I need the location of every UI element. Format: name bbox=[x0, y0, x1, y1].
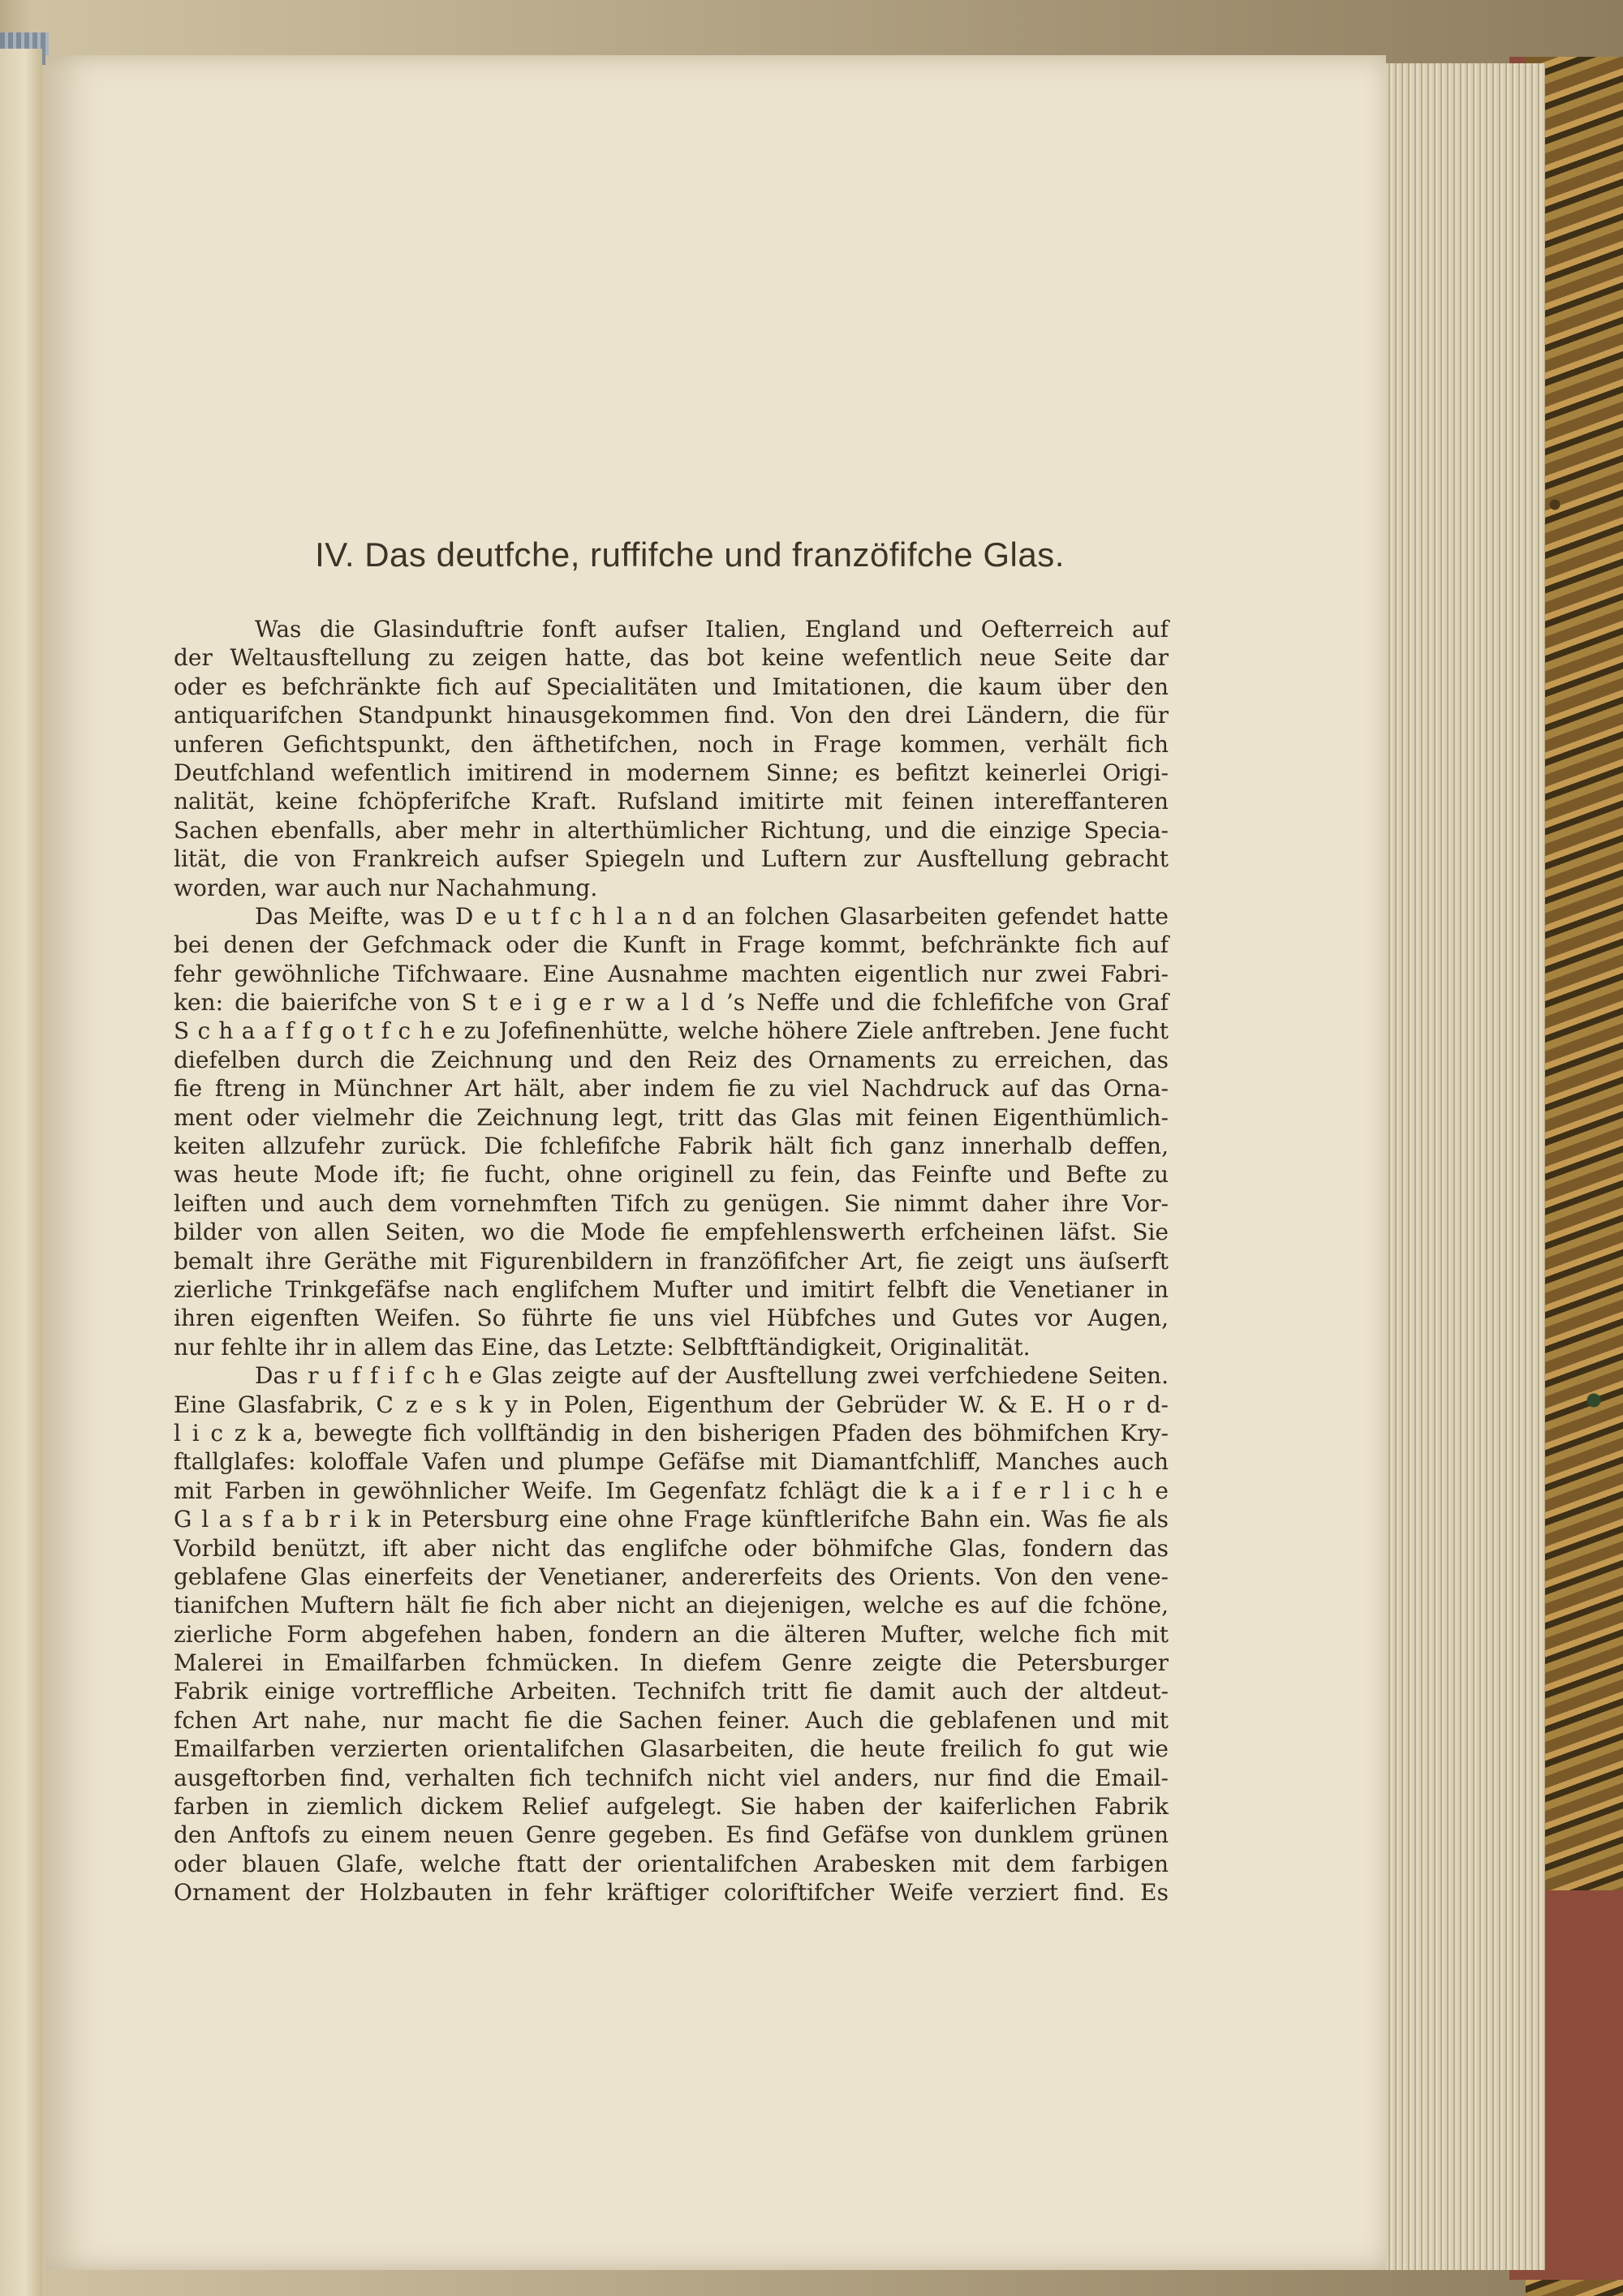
text-line: Was die Glasinduftrie fonft aufser Italien, England und Oefterreich auf bbox=[255, 616, 1169, 643]
text-line: Das r u f f i f c h e Glas zeigte auf der Ausftellung zwei verfchiedene Seiten. bbox=[255, 1362, 1169, 1390]
text-line: diefelben durch die Zeichnung und den Reiz des Ornaments zu erreichen, das bbox=[174, 1046, 1169, 1073]
text-line: farben in ziemlich dickem Relief aufgelegt. Sie haben der kaiferlichen Fabrik bbox=[174, 1793, 1169, 1821]
text-line: G l a s f a b r i k in Petersburg eine ohne Frage künftlerifche Bahn ein. Was fie als bbox=[174, 1506, 1169, 1533]
text-line: fie ftreng in Münchner Art hält, aber indem fie zu viel Nachdruck auf das Orna- bbox=[174, 1075, 1169, 1103]
text-line: l i c z k a, bewegte fich vollftändig in den bisherigen Pfaden des böhmifchen Kry- bbox=[174, 1419, 1169, 1447]
text-line: keiten allzufehr zurück. Die fchlefifche Fabrik hält fich ganz innerhalb deffen, bbox=[174, 1133, 1169, 1160]
text-line: antiquarifchen Standpunkt hinausgekommen find. Von den drei Ländern, die für bbox=[174, 702, 1169, 729]
text-line: Das Meifte, was D e u t f c h l a n d an folchen Glasarbeiten gefendet hatte bbox=[255, 902, 1169, 930]
text-line: bilder von allen Seiten, wo die Mode fie empfehlenswerth erfcheinen läfst. Sie bbox=[174, 1219, 1169, 1246]
text-line: oder es befchränkte fich auf Specialitäten und Imitationen, die kaum über den bbox=[174, 673, 1169, 700]
page-stack-edge bbox=[1386, 63, 1545, 2270]
text-line: nur fehlte ihr in allem das Eine, das Letzte: Selbftftändigkeit, Originalität. bbox=[174, 1333, 1031, 1361]
text-line: Ornament der Holzbauten in fehr kräftiger coloriftifcher Weife verziert find. Es bbox=[174, 1879, 1169, 1907]
text-line: S c h a a f f g o t f c h e zu Jofefinenhütte, welche höhere Ziele anftreben. Jene fucht bbox=[174, 1017, 1169, 1045]
text-line: geblafene Glas einerfeits der Venetianer, andererfeits des Orients. Von den vene- bbox=[174, 1563, 1169, 1590]
body-text bbox=[174, 615, 1169, 1907]
text-line: ken: die baierifche von S t e i g e r w a l d ’s Neffe und die fchlefifche von Graf bbox=[174, 989, 1169, 1017]
text-line: Eine Glasfabrik, C z e s k y in Polen, Eigenthum der Gebrüder W. & E. H o r d- bbox=[174, 1391, 1169, 1418]
text-line: tianifchen Muftern hält fie fich aber nicht an diejenigen, welche es auf die fchöne, bbox=[174, 1592, 1169, 1619]
chapter-heading: IV. Das deutfche, ruffifche und franzöfifche Glas. bbox=[315, 535, 1065, 574]
text-line: was heute Mode ift; fie fucht, ohne originell zu fein, das Feinfte und Befte zu bbox=[174, 1161, 1169, 1189]
text-line: oder blauen Glafe, welche ftatt der orientalifchen Arabesken mit dem farbigen bbox=[174, 1850, 1169, 1877]
text-line: ftallglafes: koloffale Vafen und plumpe Gefäfse mit Diamantfchliff, Manches auch bbox=[174, 1448, 1169, 1476]
text-line: Emailfarben verzierten orientalifchen Glasarbeiten, die heute freilich fo gut wie bbox=[174, 1735, 1169, 1763]
text-line: nalität, keine fchöpferifche Kraft. Rufsland imitirte mit feinen intereffanteren bbox=[174, 788, 1169, 815]
text-line: Sachen ebenfalls, aber mehr in alterthümlicher Richtung, und die einzige Specia- bbox=[174, 816, 1169, 844]
text-line: Deutfchland wefentlich imitirend in modernem Sinne; es befitzt keinerlei Origi- bbox=[174, 759, 1169, 786]
text-line: fehr gewöhnliche Tifchwaare. Eine Ausnahme machten eigentlich nur zwei Fabri- bbox=[174, 960, 1169, 987]
text-line: bemalt ihre Geräthe mit Figurenbildern in franzöfifcher Art, fie zeigt uns äuſserft bbox=[174, 1247, 1169, 1275]
text-line: mit Farben in gewöhnlicher Weife. Im Gegenfatz fchlägt die k a i f e r l i c h e bbox=[174, 1477, 1169, 1504]
facing-page-edge bbox=[0, 49, 42, 2296]
text-line: zierliche Trinkgefäfse nach englifchem Mufter und imitirt felbft die Venetianer in bbox=[174, 1275, 1169, 1303]
text-line: der Weltausftellung zu zeigen hatte, das bot keine wefentlich neue Seite dar bbox=[174, 644, 1169, 672]
text-line: Fabrik einige vortreffliche Arbeiten. Technifch tritt fie damit auch der altdeut- bbox=[174, 1678, 1169, 1705]
text-line: zierliche Form abgefehen haben, fondern an die älteren Mufter, welche fich mit bbox=[174, 1620, 1169, 1648]
text-line: ihren eigenften Weifen. So führte fie uns viel Hübfches und Gutes vor Augen, bbox=[174, 1305, 1169, 1332]
text-line: worden, war auch nur Nachahmung. bbox=[174, 874, 598, 901]
text-line: leiften und auch dem vornehmften Tifch zu genügen. Sie nimmt daher ihre Vor- bbox=[174, 1189, 1169, 1217]
text-line: bei denen der Gefchmack oder die Kunft in Frage kommt, befchränkte fich auf bbox=[174, 931, 1169, 959]
text-line: ausgeftorben find, verhalten fich technifch nicht viel anders, nur find die Email- bbox=[174, 1764, 1169, 1791]
text-line: Malerei in Emailfarben fchmücken. In diefem Genre zeigte die Petersburger bbox=[174, 1649, 1169, 1677]
text-line: ment oder vielmehr die Zeichnung legt, tritt das Glas mit feinen Eigenthümlich- bbox=[174, 1103, 1169, 1131]
text-line: fchen Art nahe, nur macht fie die Sachen feiner. Auch die geblafenen und mit bbox=[174, 1706, 1169, 1734]
text-line: Vorbild benützt, ift aber nicht das englifche oder böhmifche Glas, fondern das bbox=[174, 1534, 1169, 1562]
text-line: lität, die von Frankreich aufser Spiegeln und Luftern zur Ausftellung gebracht bbox=[174, 845, 1169, 873]
text-line: unferen Gefichtspunkt, den äfthetifchen, noch in Frage kommen, verhält fich bbox=[174, 730, 1169, 758]
text-line: den Anftofs zu einem neuen Genre gegeben. Es find Gefäfse von dunklem grünen bbox=[174, 1821, 1169, 1849]
